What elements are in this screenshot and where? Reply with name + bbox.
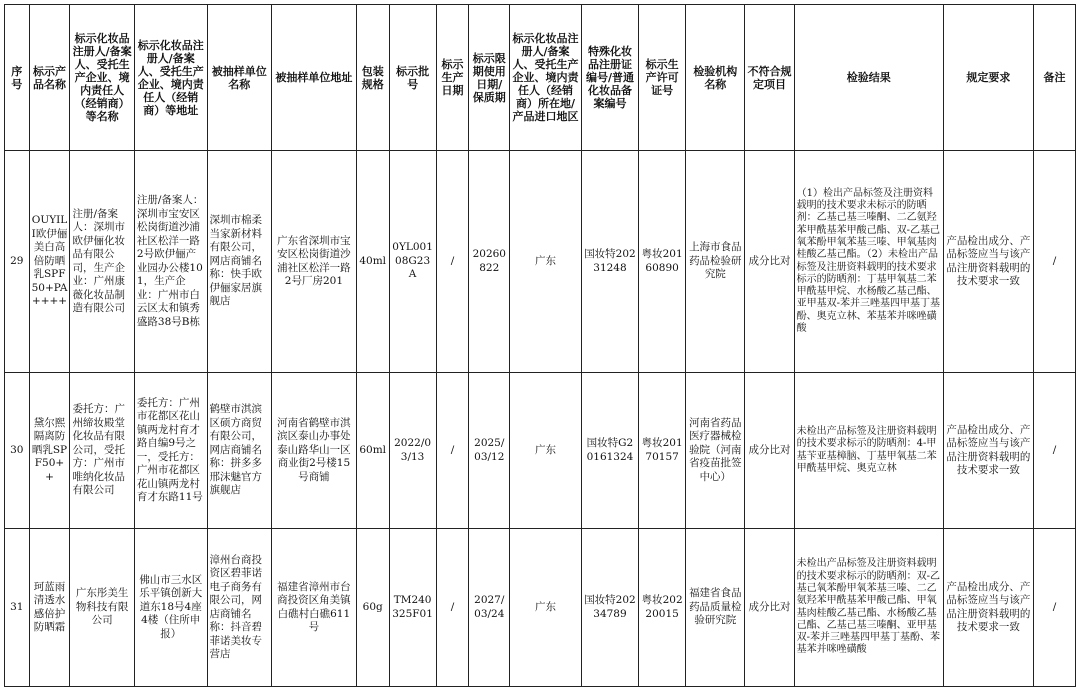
cell-package-spec: 60ml [356,373,389,529]
cell-sampled-unit-name: 鹤壁市淇滨区硕方商贸有限公司，网店商铺名称：拼多多邢沫魅官方旗舰店 [207,373,271,529]
cell-remark: / [1033,373,1075,529]
header-production-date: 标示生产日期 [436,5,469,151]
cell-product-name: OUYILI欧伊俪美白高倍防晒乳SPF50+PA++++ [29,151,70,373]
cell-sampled-unit-address: 河南省鹤壁市淇滨区泰山办事处泰山路华山一区商业街2号楼15号商铺 [271,373,356,529]
cell-package-spec: 60g [356,529,389,687]
cell-failed-item: 成分比对 [745,529,794,687]
cell-inspection-result: 未检出产品标签及注册资料载明的技术要求标示的防晒剂：双-乙基己氧苯酚甲氧苯基三嗪、二乙氨羟苯甲酰基苯甲酸己酯、甲氧基肉桂酸乙基己酯、水杨酸乙基己酯、乙基己基三嗪酮、亚甲基双-苯并三唑基四甲基丁基酚、苯基苯并咪唑磺酸 [794,529,943,687]
cell-registrant-address: 委托方：广州市花都区花山镇两龙村育才路自编9号之一，受托方：广州市花都区花山镇两龙村育才东路11号 [134,373,207,529]
header-remark: 备注 [1033,5,1075,151]
header-expiry: 标示限期使用日期/保质期 [469,5,510,151]
cell-requirement: 产品检出成分、产品标签应当与该产品注册资料载明的技术要求一致 [943,529,1033,687]
cell-sampled-unit-address: 福建省漳州市台商投资区角美镇白礁村白礁611号 [271,529,356,687]
cell-expiry: 20260822 [469,151,510,373]
cell-expiry: 2025/03/12 [469,373,510,529]
header-sampled-unit-address: 被抽样单位地址 [271,5,356,151]
cell-registrant: 委托方：广州缔妆殿堂化妆品有限公司，受托方：广州市唯纳化妆品有限公司 [70,373,134,529]
cell-seq: 29 [5,151,30,373]
cell-requirement: 产品检出成分、产品标签应当与该产品注册资料载明的技术要求一致 [943,373,1033,529]
cell-seq: 30 [5,373,30,529]
cell-failed-item: 成分比对 [745,151,794,373]
inspection-results-table [4,4,1076,687]
cell-certificate-number: 国妆特20231248 [581,151,638,373]
header-requirement: 规定要求 [943,5,1033,151]
cell-sampled-unit-name: 深圳市棉柔当家新材料有限公司，网店商铺名称：快手欧伊俪家居旗舰店 [207,151,271,373]
cell-production-license: 粤妆20160890 [639,151,686,373]
header-product-name: 标示产品名称 [29,5,70,151]
header-origin: 标示化妆品注册人/备案人、受托生产企业、境内责任人（经销商）所在地/产品进口地区 [510,5,582,151]
cell-production-date: / [436,529,469,687]
header-registrant-address: 标示化妆品注册人/备案人、受托生产企业、境内责任人（经销商）等地址 [134,5,207,151]
cell-expiry: 2027/03/24 [469,529,510,687]
header-inspection-result: 检验结果 [794,5,943,151]
table-row [5,529,1076,687]
cell-batch-number: 2022/03/13 [389,373,436,529]
header-batch-number: 标示批号 [389,5,436,151]
cell-production-license: 粤妆20170157 [639,373,686,529]
cell-inspection-lab: 上海市食品药品检验研究院 [686,151,745,373]
cell-seq: 31 [5,529,30,687]
header-failed-item: 不符合规定项目 [745,5,794,151]
cell-certificate-number: 国妆特G20161324 [581,373,638,529]
cell-product-name: 珂蓝雨清透水感倍护防晒霜 [29,529,70,687]
cell-origin: 广东 [510,529,582,687]
cell-remark: / [1033,529,1075,687]
cell-product-name: 黛尔熙隔离防晒乳SPF50++ [29,373,70,529]
cell-production-license: 粤妆20220015 [639,529,686,687]
cell-registrant-address: 佛山市三水区乐平镇创新大道东18号4座4楼（住所申报） [134,529,207,687]
cell-batch-number: 0YL00108G23A [389,151,436,373]
table-row [5,373,1076,529]
cell-inspection-result: 未检出产品标签及注册资料载明的技术要求标示的防晒剂：4-甲基苄亚基樟脑、丁基甲氧基二苯甲酰基甲烷、奥克立林 [794,373,943,529]
header-row [5,5,1076,151]
cell-registrant: 广东彤美生物科技有限公司 [70,529,134,687]
cell-certificate-number: 国妆特20234789 [581,529,638,687]
cell-sampled-unit-address: 广东省深圳市宝安区松岗街道沙浦社区松洋一路2号厂房201 [271,151,356,373]
cell-sampled-unit-name: 漳州台商投资区碧菲诺电子商务有限公司，网店商铺名称：抖音碧菲诺美妆专营店 [207,529,271,687]
header-sampled-unit-name: 被抽样单位名称 [207,5,271,151]
header-inspection-lab: 检验机构名称 [686,5,745,151]
cell-origin: 广东 [510,373,582,529]
header-certificate-number: 特殊化妆品注册证编号/普通化妆品备案编号 [581,5,638,151]
header-package-spec: 包装规格 [356,5,389,151]
cell-failed-item: 成分比对 [745,373,794,529]
cell-registrant-address: 注册/备案人：深圳市宝安区松岗街道沙浦社区松洋一路2号欧伊俪产业园办公楼101，生产企业：广州市白云区太和镇秀盛路38号B栋 [134,151,207,373]
header-seq: 序号 [5,5,30,151]
cell-remark: / [1033,151,1075,373]
cell-inspection-lab: 河南省药品医疗器械检验院（河南省疫苗批签中心） [686,373,745,529]
cell-batch-number: TM240325F01 [389,529,436,687]
table-row [5,151,1076,373]
header-registrant: 标示化妆品注册人/备案人、受托生产企业、境内责任人（经销商）等名称 [70,5,134,151]
cell-origin: 广东 [510,151,582,373]
cell-registrant: 注册/备案人：深圳市欧伊俪化妆品有限公司，生产企业：广州康薇化妆品制造有限公司 [70,151,134,373]
cell-production-date: / [436,373,469,529]
cell-package-spec: 40ml [356,151,389,373]
cell-production-date: / [436,151,469,373]
cell-inspection-lab: 福建省食品药品质量检验研究院 [686,529,745,687]
cell-requirement: 产品检出成分、产品标签应当与该产品注册资料载明的技术要求一致 [943,151,1033,373]
header-production-license: 标示生产许可证号 [639,5,686,151]
cell-inspection-result: （1）检出产品标签及注册资料载明的技术要求未标示的防晒剂：乙基己基三嗪酮、二乙氨羟苯甲酰基苯甲酸己酯、双-乙基己氧苯酚甲氧苯基三嗪、甲氧基肉桂酸乙基己酯。（2）未检出产品标签及注册资料载明的技术要求标示的防晒剂：丁基甲氧基二苯甲酰基甲烷、水杨酸乙基己酯、亚甲基双-苯并三唑基四甲基丁基酚、奥克立林、苯基苯并咪唑磺酸 [794,151,943,373]
